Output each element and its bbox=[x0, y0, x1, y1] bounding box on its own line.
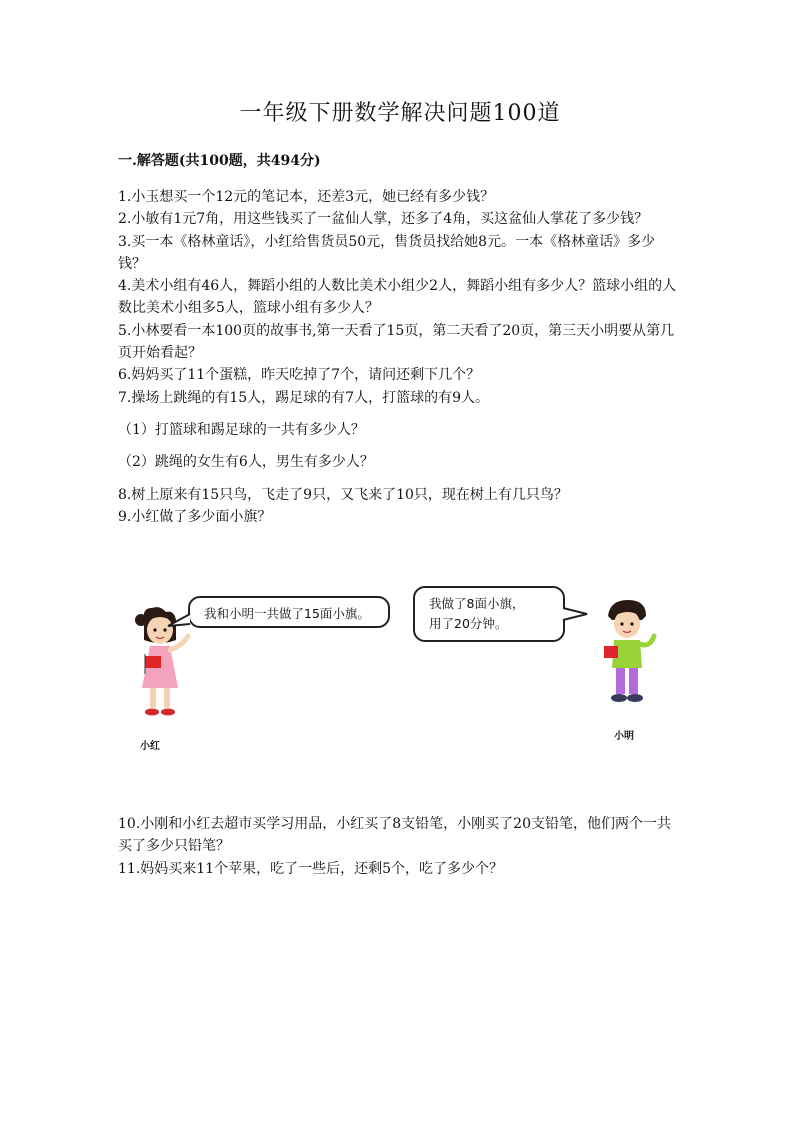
question-5: 5.小林要看一本100页的故事书,第一天看了15页，第二天看了20页，第三天小明要从第几页开始看起？ bbox=[118, 322, 675, 362]
question-1: 1.小玉想买一个12元的笔记本，还差3元，她已经有多少钱？ bbox=[118, 189, 495, 205]
question-2: 2.小敏有1元7角，用这些钱买了一盆仙人掌，还多了4角，买这盆仙人掌花了多少钱？ bbox=[118, 211, 649, 228]
boy-holding-flag-icon bbox=[588, 598, 668, 718]
question-7-part-2: （2）跳绳的女生有6人，男生有多少人？ bbox=[118, 454, 374, 471]
question-7-part-1: （1）打篮球和踢足球的一共有多少人？ bbox=[118, 421, 365, 438]
girl-speech-text: 我和小明一共做了15面小旗。 bbox=[204, 606, 370, 622]
question-9-illustration bbox=[108, 568, 668, 773]
question-3: 3.买一本《格林童话》，小红给售货员50元，售货员找给她8元。一本《格林童话》多少钱？ bbox=[118, 233, 656, 272]
question-7: 7.操场上跳绳的有15人，踢足球的有7人，打篮球的有9人。 bbox=[118, 389, 489, 406]
boy-speech-line-1: 我做了8面小旗， bbox=[429, 596, 525, 612]
girl-speech-bubble bbox=[188, 596, 390, 628]
boy-name-label: 小明 bbox=[614, 731, 634, 743]
section-heading: 一.解答题(共100题，共494分) bbox=[118, 153, 321, 169]
question-10: 10.小刚和小红去超市买学习用品，小红买了8支铅笔，小刚买了20支铅笔，他们两个一共买了多少只铅笔？ bbox=[118, 816, 671, 855]
bubble-tail-left bbox=[166, 612, 196, 632]
page-title: 一年级下册数学解决问题100道 bbox=[239, 101, 561, 126]
question-11: 11.妈妈买来11个苹果，吃了一些后，还剩5个，吃了多少个？ bbox=[118, 860, 503, 877]
question-list bbox=[118, 186, 678, 880]
girl-name-label: 小红 bbox=[140, 741, 160, 753]
question-4: 4.美术小组有46人，舞蹈小组的人数比美术小组少2人，舞蹈小组有多少人？篮球小组的人数比美术小组多5人，篮球小组有多少人？ bbox=[118, 278, 677, 317]
boy-speech-bubble bbox=[413, 586, 565, 642]
question-9: 9.小红做了多少面小旗？ bbox=[118, 508, 272, 525]
bubble-tail-right bbox=[561, 606, 591, 626]
question-6: 6.妈妈买了11个蛋糕，昨天吃掉了7个，请问还剩下几个？ bbox=[118, 367, 481, 384]
question-8: 8.树上原来有15只鸟，飞走了9只，又飞来了10只，现在树上有几只鸟？ bbox=[118, 486, 568, 503]
boy-speech-line-2: 用了20分钟。 bbox=[429, 616, 508, 632]
